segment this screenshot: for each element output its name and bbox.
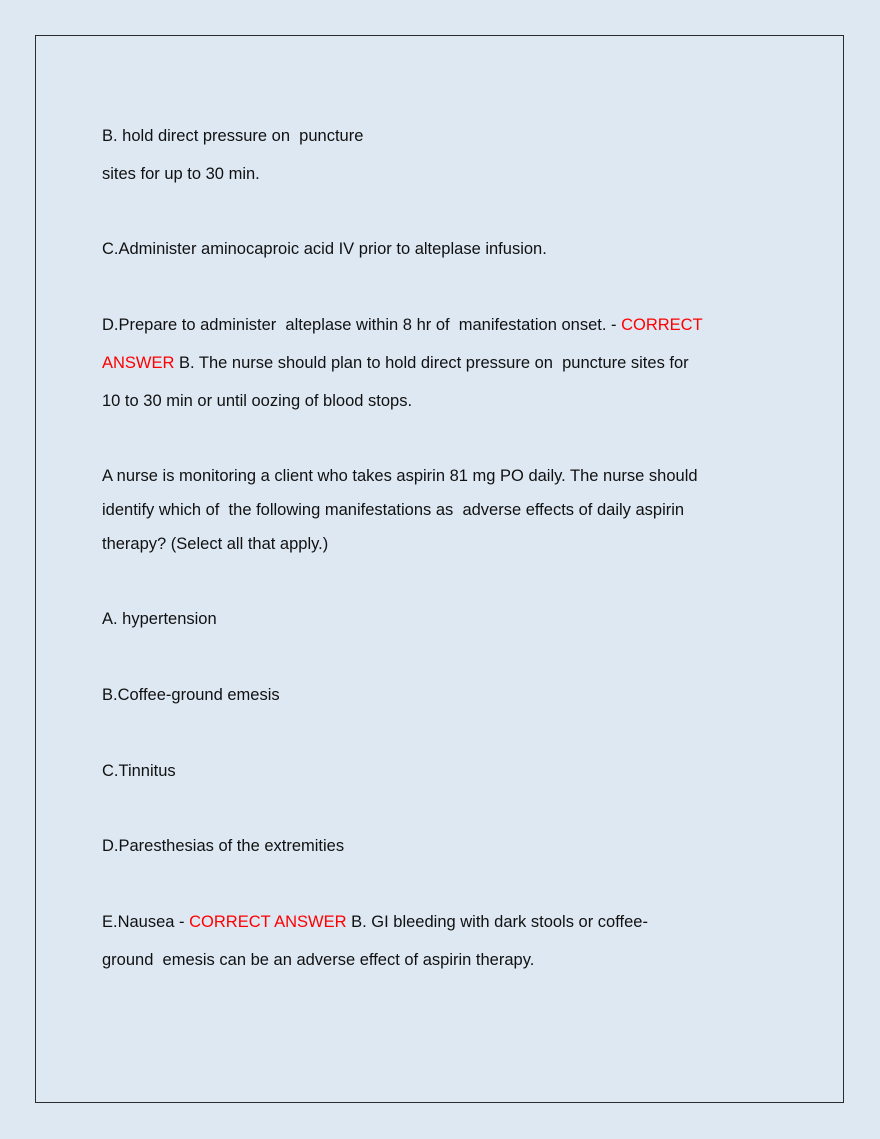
document-page [35, 35, 844, 1103]
q1-option-d [102, 314, 703, 336]
q1-option-b-line2: sites for up to 30 min. [102, 165, 260, 183]
q1-option-d-text: D.Prepare to administer alteplase within 8 hr of manifestation onset. - [102, 316, 622, 334]
q1-answer-line2: 10 to 30 min or until oozing of blood stops. [102, 392, 413, 410]
q2-option-e [102, 911, 648, 933]
q2-option-c: C.Tinnitus [102, 762, 176, 780]
q2-option-d: D.Paresthesias of the extremities [102, 837, 345, 855]
correct-answer-label: CORRECT ANSWER [189, 913, 347, 931]
q2-option-a: A. hypertension [102, 610, 217, 628]
q2-stem-line2: identify which of the following manifestations as adverse effects of daily aspirin [102, 501, 685, 519]
correct-answer-label-part2: ANSWER [102, 354, 175, 372]
q1-option-b-line1: B. hold direct pressure on puncture [102, 127, 364, 145]
q2-stem-line1: A nurse is monitoring a client who takes aspirin 81 mg PO daily. The nurse should [102, 467, 698, 485]
q1-option-c: C.Administer aminocaproic acid IV prior to alteplase infusion. [102, 240, 547, 258]
q2-answer-text: B. GI bleeding with dark stools or coffee- [346, 913, 648, 931]
q1-answer-text: B. The nurse should plan to hold direct pressure on puncture sites for [174, 354, 689, 372]
q1-answer-line1 [102, 352, 689, 374]
correct-answer-label-part1: CORRECT [621, 316, 703, 334]
q2-option-b: B.Coffee-ground emesis [102, 686, 280, 704]
q2-option-e-text: E.Nausea - [102, 913, 190, 931]
q2-answer-line2: ground emesis can be an adverse effect of aspirin therapy. [102, 951, 535, 969]
q2-stem-line3: therapy? (Select all that apply.) [102, 535, 329, 553]
